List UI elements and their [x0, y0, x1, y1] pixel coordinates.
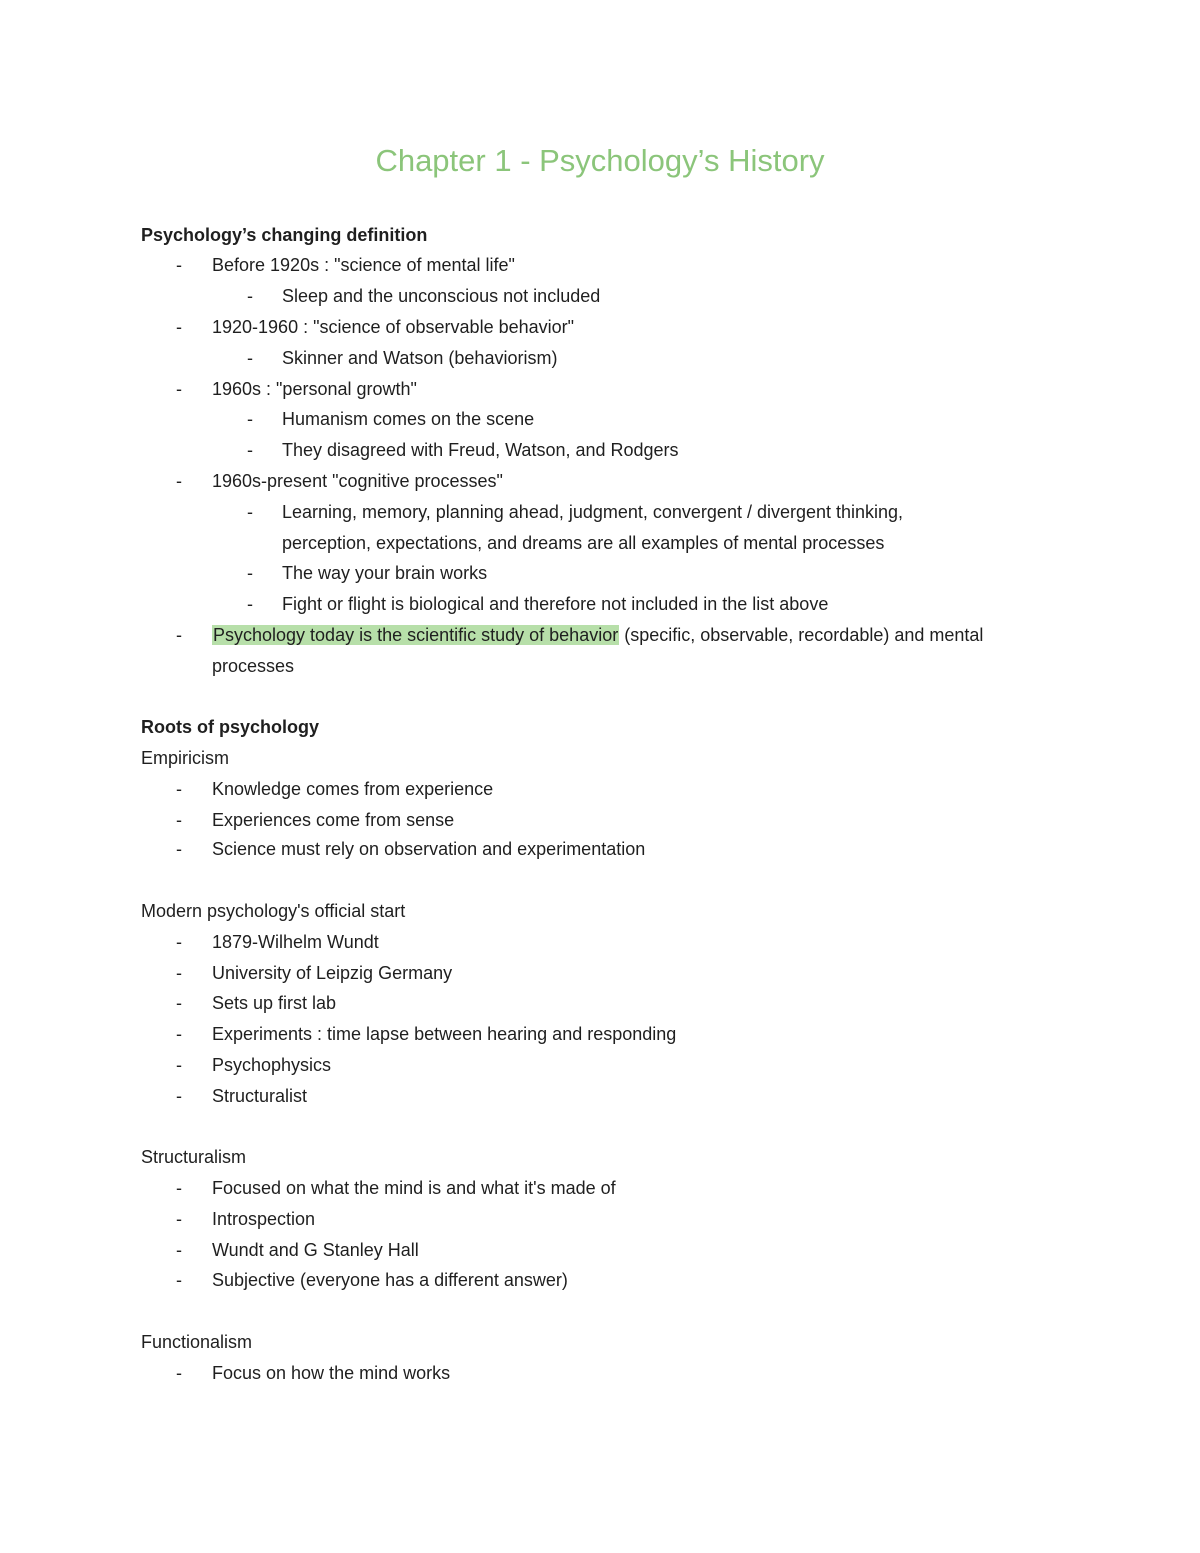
list-item: 1879-Wilhelm Wundt: [212, 932, 379, 952]
page-title: Chapter 1 - Psychology’s History: [375, 143, 825, 178]
list-item-continuation: processes: [212, 656, 295, 676]
bullet-dash: -: [176, 1086, 182, 1106]
list-item: Knowledge comes from experience: [212, 779, 494, 799]
list-item: University of Leipzig Germany: [212, 963, 453, 983]
bullet-dash: -: [176, 839, 182, 859]
bullet-dash: -: [176, 471, 182, 491]
list-item-continuation: perception, expectations, and dreams are all examples of mental processes: [282, 533, 885, 553]
bullet-dash: -: [247, 409, 253, 429]
list-item: Wundt and G Stanley Hall: [212, 1240, 419, 1260]
bullet-dash: -: [176, 1209, 182, 1229]
bullet-dash: -: [247, 348, 253, 368]
subheading-empiricism: Empiricism: [141, 748, 229, 768]
list-item: Psychophysics: [212, 1055, 332, 1075]
section-heading-definition: Psychology’s changing definition: [141, 225, 428, 245]
list-item-today: [212, 623, 983, 647]
bullet-dash: -: [176, 379, 182, 399]
section-heading-structuralism: Structuralism: [141, 1147, 247, 1167]
list-item: Skinner and Watson (behaviorism): [282, 348, 558, 368]
highlighted-text: Psychology today is the scientific study of behavior: [213, 625, 619, 645]
list-item: They disagreed with Freud, Watson, and Rodgers: [282, 440, 679, 460]
list-item: Before 1920s : "science of mental life": [212, 255, 515, 275]
bullet-dash: -: [176, 625, 182, 645]
section-heading-functionalism: Functionalism: [141, 1332, 253, 1352]
list-item: Structuralist: [212, 1086, 308, 1106]
list-item: Experiences come from sense: [212, 810, 455, 830]
section-heading-modern: Modern psychology's official start: [141, 901, 406, 921]
list-item: Experiments : time lapse between hearing and responding: [212, 1024, 677, 1044]
list-item: 1960s : "personal growth": [212, 379, 417, 399]
list-item: 1960s-present "cognitive processes": [212, 471, 503, 491]
bullet-dash: -: [247, 563, 253, 583]
list-item: Fight or flight is biological and therefore not included in the list above: [282, 594, 829, 614]
bullet-dash: -: [176, 779, 182, 799]
bullet-dash: -: [176, 1240, 182, 1260]
list-item: Introspection: [212, 1209, 316, 1229]
section-heading-roots: Roots of psychology: [141, 717, 320, 737]
bullet-dash: -: [176, 317, 182, 337]
list-item: Sleep and the unconscious not included: [282, 286, 601, 306]
bullet-dash: -: [176, 1024, 182, 1044]
list-item: Focus on how the mind works: [212, 1363, 451, 1383]
bullet-dash: -: [247, 502, 253, 522]
list-item: Humanism comes on the scene: [282, 409, 535, 429]
list-item: Subjective (everyone has a different answer): [212, 1270, 568, 1290]
list-item: Focused on what the mind is and what it's made of: [212, 1178, 616, 1198]
bullet-dash: -: [176, 1178, 182, 1198]
bullet-dash: -: [176, 255, 182, 275]
bullet-dash: -: [176, 993, 182, 1013]
list-item: 1920-1960 : "science of observable behavior": [212, 317, 575, 337]
bullet-dash: -: [247, 440, 253, 460]
bullet-dash: -: [247, 594, 253, 614]
bullet-dash: -: [247, 286, 253, 306]
list-item: Science must rely on observation and experimentation: [212, 839, 646, 859]
bullet-dash: -: [176, 1055, 182, 1075]
bullet-dash: -: [176, 1363, 182, 1383]
bullet-dash: -: [176, 932, 182, 952]
bullet-dash: -: [176, 963, 182, 983]
list-item: Sets up first lab: [212, 993, 337, 1013]
bullet-dash: -: [176, 810, 182, 830]
list-item: Learning, memory, planning ahead, judgment, convergent / divergent thinking,: [282, 502, 904, 522]
bullet-dash: -: [176, 1270, 182, 1290]
list-item: The way your brain works: [282, 563, 488, 583]
list-item-rest: (specific, observable, recordable) and mental: [619, 625, 984, 645]
